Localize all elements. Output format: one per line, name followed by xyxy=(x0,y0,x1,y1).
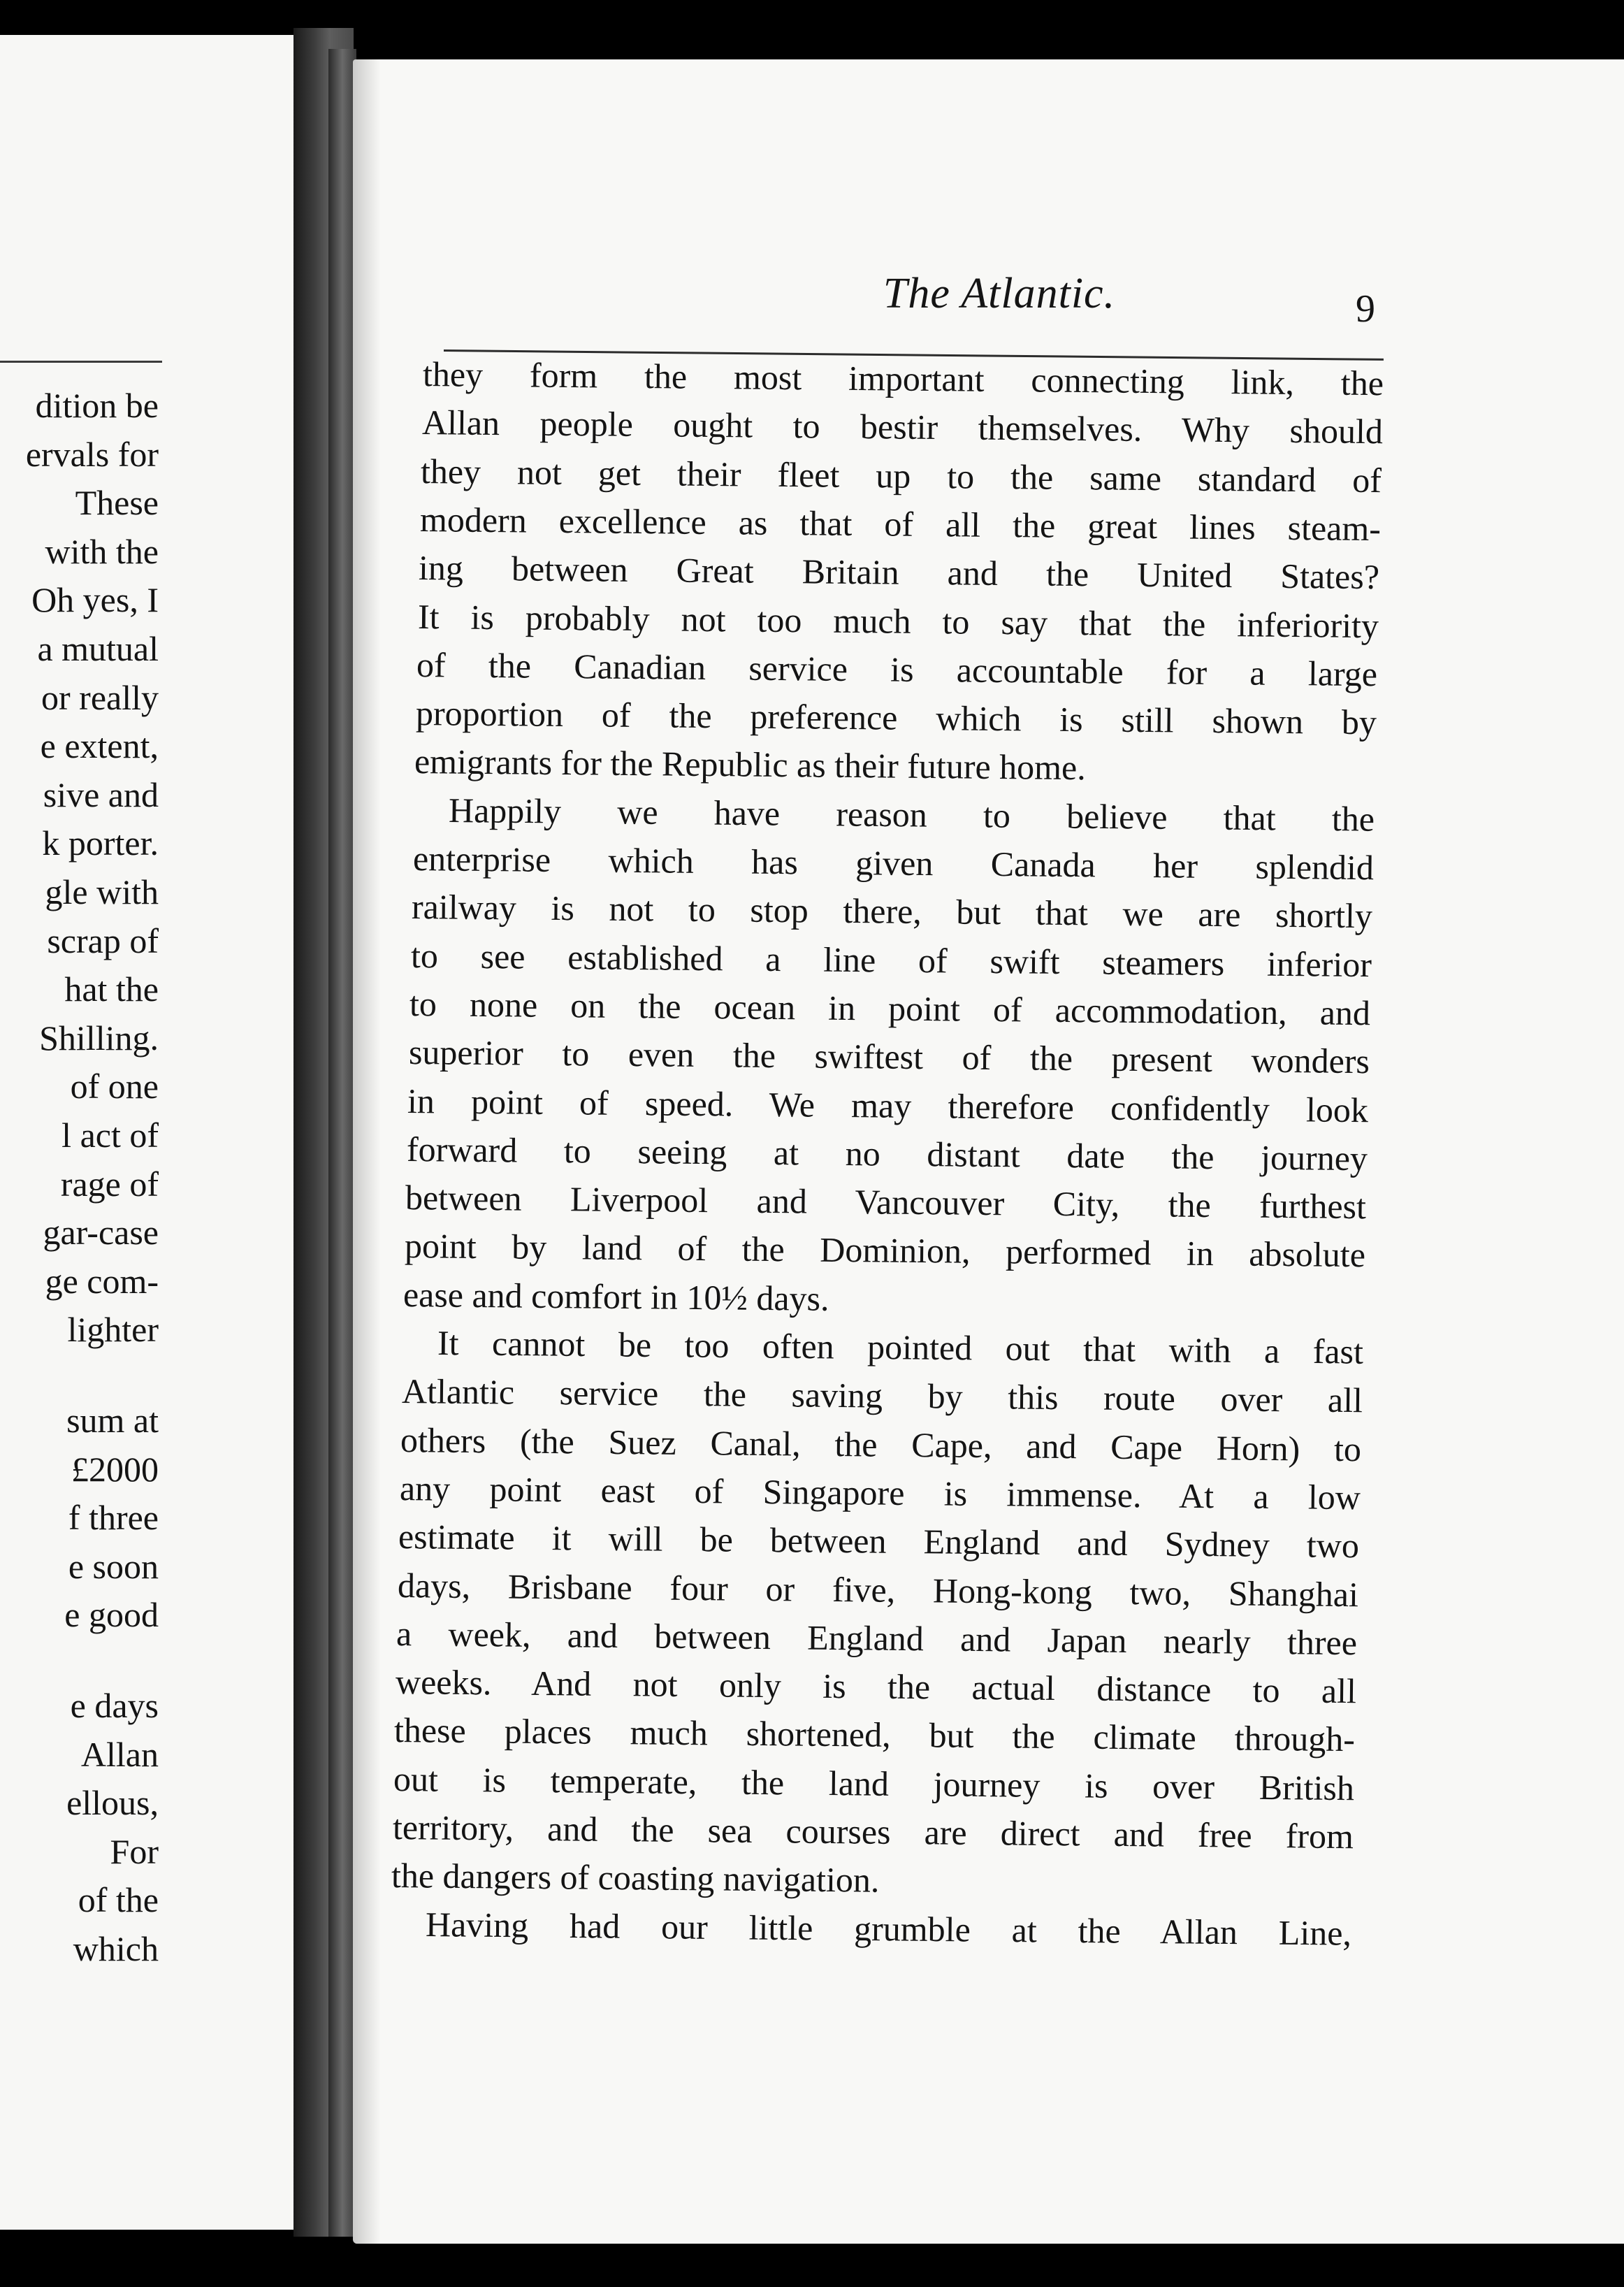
body-line: point by land of the Dominion, performed in absolute xyxy=(404,1226,1366,1275)
page-number: 9 xyxy=(1356,287,1375,331)
previous-page-line: £2000 xyxy=(71,1449,159,1489)
previous-page-line: gar-case xyxy=(43,1213,159,1253)
previous-page-line: with the xyxy=(45,531,159,571)
body-text xyxy=(353,59,1624,2244)
previous-page-line: ervals for xyxy=(25,434,159,474)
body-line: Atlantic service the saving by this route over all xyxy=(401,1371,1363,1420)
body-line: to see established a line of swift steamers inferior xyxy=(410,935,1372,984)
previous-page-fragment xyxy=(0,35,300,2230)
body-line: these places much shortened, but the climate through- xyxy=(394,1710,1356,1759)
previous-page-line: l act of xyxy=(61,1116,159,1155)
previous-page-line: scrap of xyxy=(47,921,159,960)
body-line: railway is not to stop there, but that we are shortly xyxy=(411,887,1373,936)
previous-page-line: lighter xyxy=(67,1310,159,1350)
running-title: The Atlantic. xyxy=(883,270,1116,317)
previous-page-line: e days xyxy=(70,1686,159,1725)
body-line: between Liverpool and Vancouver City, the furthest xyxy=(405,1178,1367,1227)
previous-page-line: e good xyxy=(64,1595,159,1635)
previous-page-line: ge com- xyxy=(45,1261,159,1301)
body-line: emigrants for the Republic as their future home. xyxy=(414,742,1087,788)
previous-page-line: sum at xyxy=(66,1401,159,1440)
body-line: in point of speed. We may therefore confidently look xyxy=(407,1081,1369,1130)
body-line: others (the Suez Canal, the Cape, and Cape Horn) to xyxy=(400,1420,1362,1469)
body-line: territory, and the sea courses are direct and free from xyxy=(392,1808,1354,1856)
book-gutter-edge xyxy=(328,49,356,2237)
paragraph-first-line: Happily we have reason to believe that the xyxy=(448,790,1375,839)
previous-page-line: sive and xyxy=(43,774,159,814)
previous-page-line: Allan xyxy=(80,1734,159,1774)
body-line: superior to even the swiftest of the present wonders xyxy=(408,1032,1370,1081)
previous-page-line: dition be xyxy=(35,386,159,425)
body-line: ing between Great Britain and the United States? xyxy=(418,548,1380,597)
body-line: a week, and between England and Japan nearly three xyxy=(396,1613,1358,1662)
previous-page-line: hat the xyxy=(64,969,159,1009)
previous-page-line: For xyxy=(110,1831,159,1871)
previous-page-line: Oh yes, I xyxy=(31,580,159,620)
body-line: out is temperate, the land journey is over British xyxy=(393,1759,1355,1808)
body-line: estimate it will be between England and Sydney two xyxy=(398,1517,1360,1566)
body-line: Allan people ought to bestir themselves. Why should xyxy=(421,403,1383,452)
previous-page-line: which xyxy=(73,1929,159,1968)
previous-page-line: ellous, xyxy=(66,1783,159,1823)
previous-page-line: of one xyxy=(70,1067,159,1106)
paragraph-first-line: It cannot be too often pointed out that with a fast xyxy=(437,1323,1364,1371)
previous-page-line: or really xyxy=(41,677,159,717)
body-line: proportion of the preference which is still shown by xyxy=(415,693,1377,742)
body-line: ease and comfort in 10½ days. xyxy=(403,1274,830,1318)
body-line: of the Canadian service is accountable for a large xyxy=(416,644,1378,693)
previous-page-header-rule xyxy=(0,361,162,363)
previous-page-line: rage of xyxy=(60,1164,159,1204)
body-line: modern excellence as that of all the great lines steam- xyxy=(419,499,1381,549)
paragraph-first-line: Having had our little grumble at the Allan Line, xyxy=(425,1904,1351,1953)
body-line: they not get their fleet up to the same standard of xyxy=(420,451,1382,500)
previous-page-line: of the xyxy=(78,1880,159,1920)
body-line: any point east of Singapore is immense. At a low xyxy=(399,1468,1361,1517)
previous-page-line: e extent, xyxy=(40,726,159,766)
body-line: enterprise which has given Canada her splendid xyxy=(412,839,1374,888)
body-line: they form the most important connecting link, the xyxy=(422,354,1384,403)
body-line: forward to seeing at no distant date the journey xyxy=(406,1129,1368,1178)
previous-page-line: f three xyxy=(68,1498,159,1538)
body-line: the dangers of coasting navigation. xyxy=(391,1856,880,1900)
body-line: It is probably not too much to say that the inferiority xyxy=(417,596,1379,645)
previous-page-line: gle with xyxy=(45,872,159,911)
previous-page-line: These xyxy=(75,483,159,523)
body-line: days, Brisbane four or five, Hong-kong two, Shanghai xyxy=(397,1565,1358,1614)
previous-page-line: e soon xyxy=(68,1546,159,1586)
previous-page-line: k porter. xyxy=(42,823,159,863)
previous-page-line: a mutual xyxy=(37,629,159,668)
page-9 xyxy=(353,59,1624,2244)
body-line: weeks. And not only is the actual distance to all xyxy=(395,1662,1357,1711)
body-line: to none on the ocean in point of accommodation, and xyxy=(409,983,1371,1033)
previous-page-line: Shilling. xyxy=(39,1018,159,1058)
